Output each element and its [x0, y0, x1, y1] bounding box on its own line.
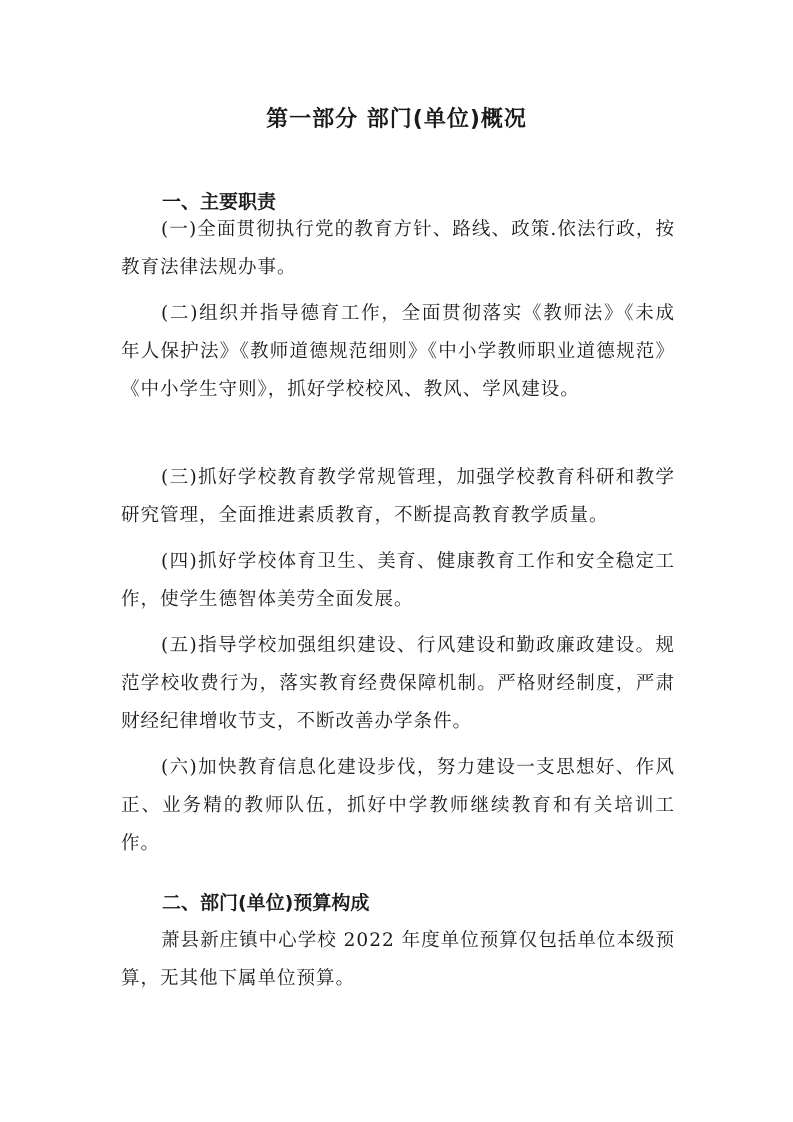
budget-composition-text: 萧县新庄镇中心学校 2022 年度单位预算仅包括单位本级预算，无其他下属单位预算。: [121, 930, 675, 989]
duty-item-2: (二)组织并指导德育工作，全面贯彻落实《教师法》《未成年人保护法》《教师道德规范细则》《中小学教师职业道德规范》《中小学生守则》，抓好学校校风、教风、学风建设。: [121, 303, 675, 400]
duty-item-6: (六)加快教育信息化建设步伐，努力建设一支思想好、作风正、业务精的教师队伍，抓好中学教师继续教育和有关培训工作。: [121, 757, 675, 854]
duty-item-3: (三)抓好学校教育教学常规管理，加强学校教育科研和教学研究管理，全面推进素质教育，不断提高教育教学质量。: [121, 467, 675, 526]
duty-item-1: (一)全面贯彻执行党的教育方针、路线、政策.依法行政，按教育法律法规办事。: [121, 219, 675, 278]
duty-item-5: (五)指导学校加强组织建设、行风建设和勤政廉政建设。规范学校收费行为，落实教育经费保障机制。严格财经制度，严肃财经纪律增收节支，不断改善办学条件。: [121, 635, 675, 732]
duty-item-4: (四)抓好学校体育卫生、美育、健康教育工作和安全稳定工作，使学生德智体美劳全面发展。: [121, 551, 675, 610]
page-title: 第一部分 部门(单位)概况: [266, 107, 527, 132]
section-heading-budget: 二、部门(单位)预算构成: [162, 892, 370, 914]
section-heading-duties: 一、主要职责: [162, 191, 277, 213]
